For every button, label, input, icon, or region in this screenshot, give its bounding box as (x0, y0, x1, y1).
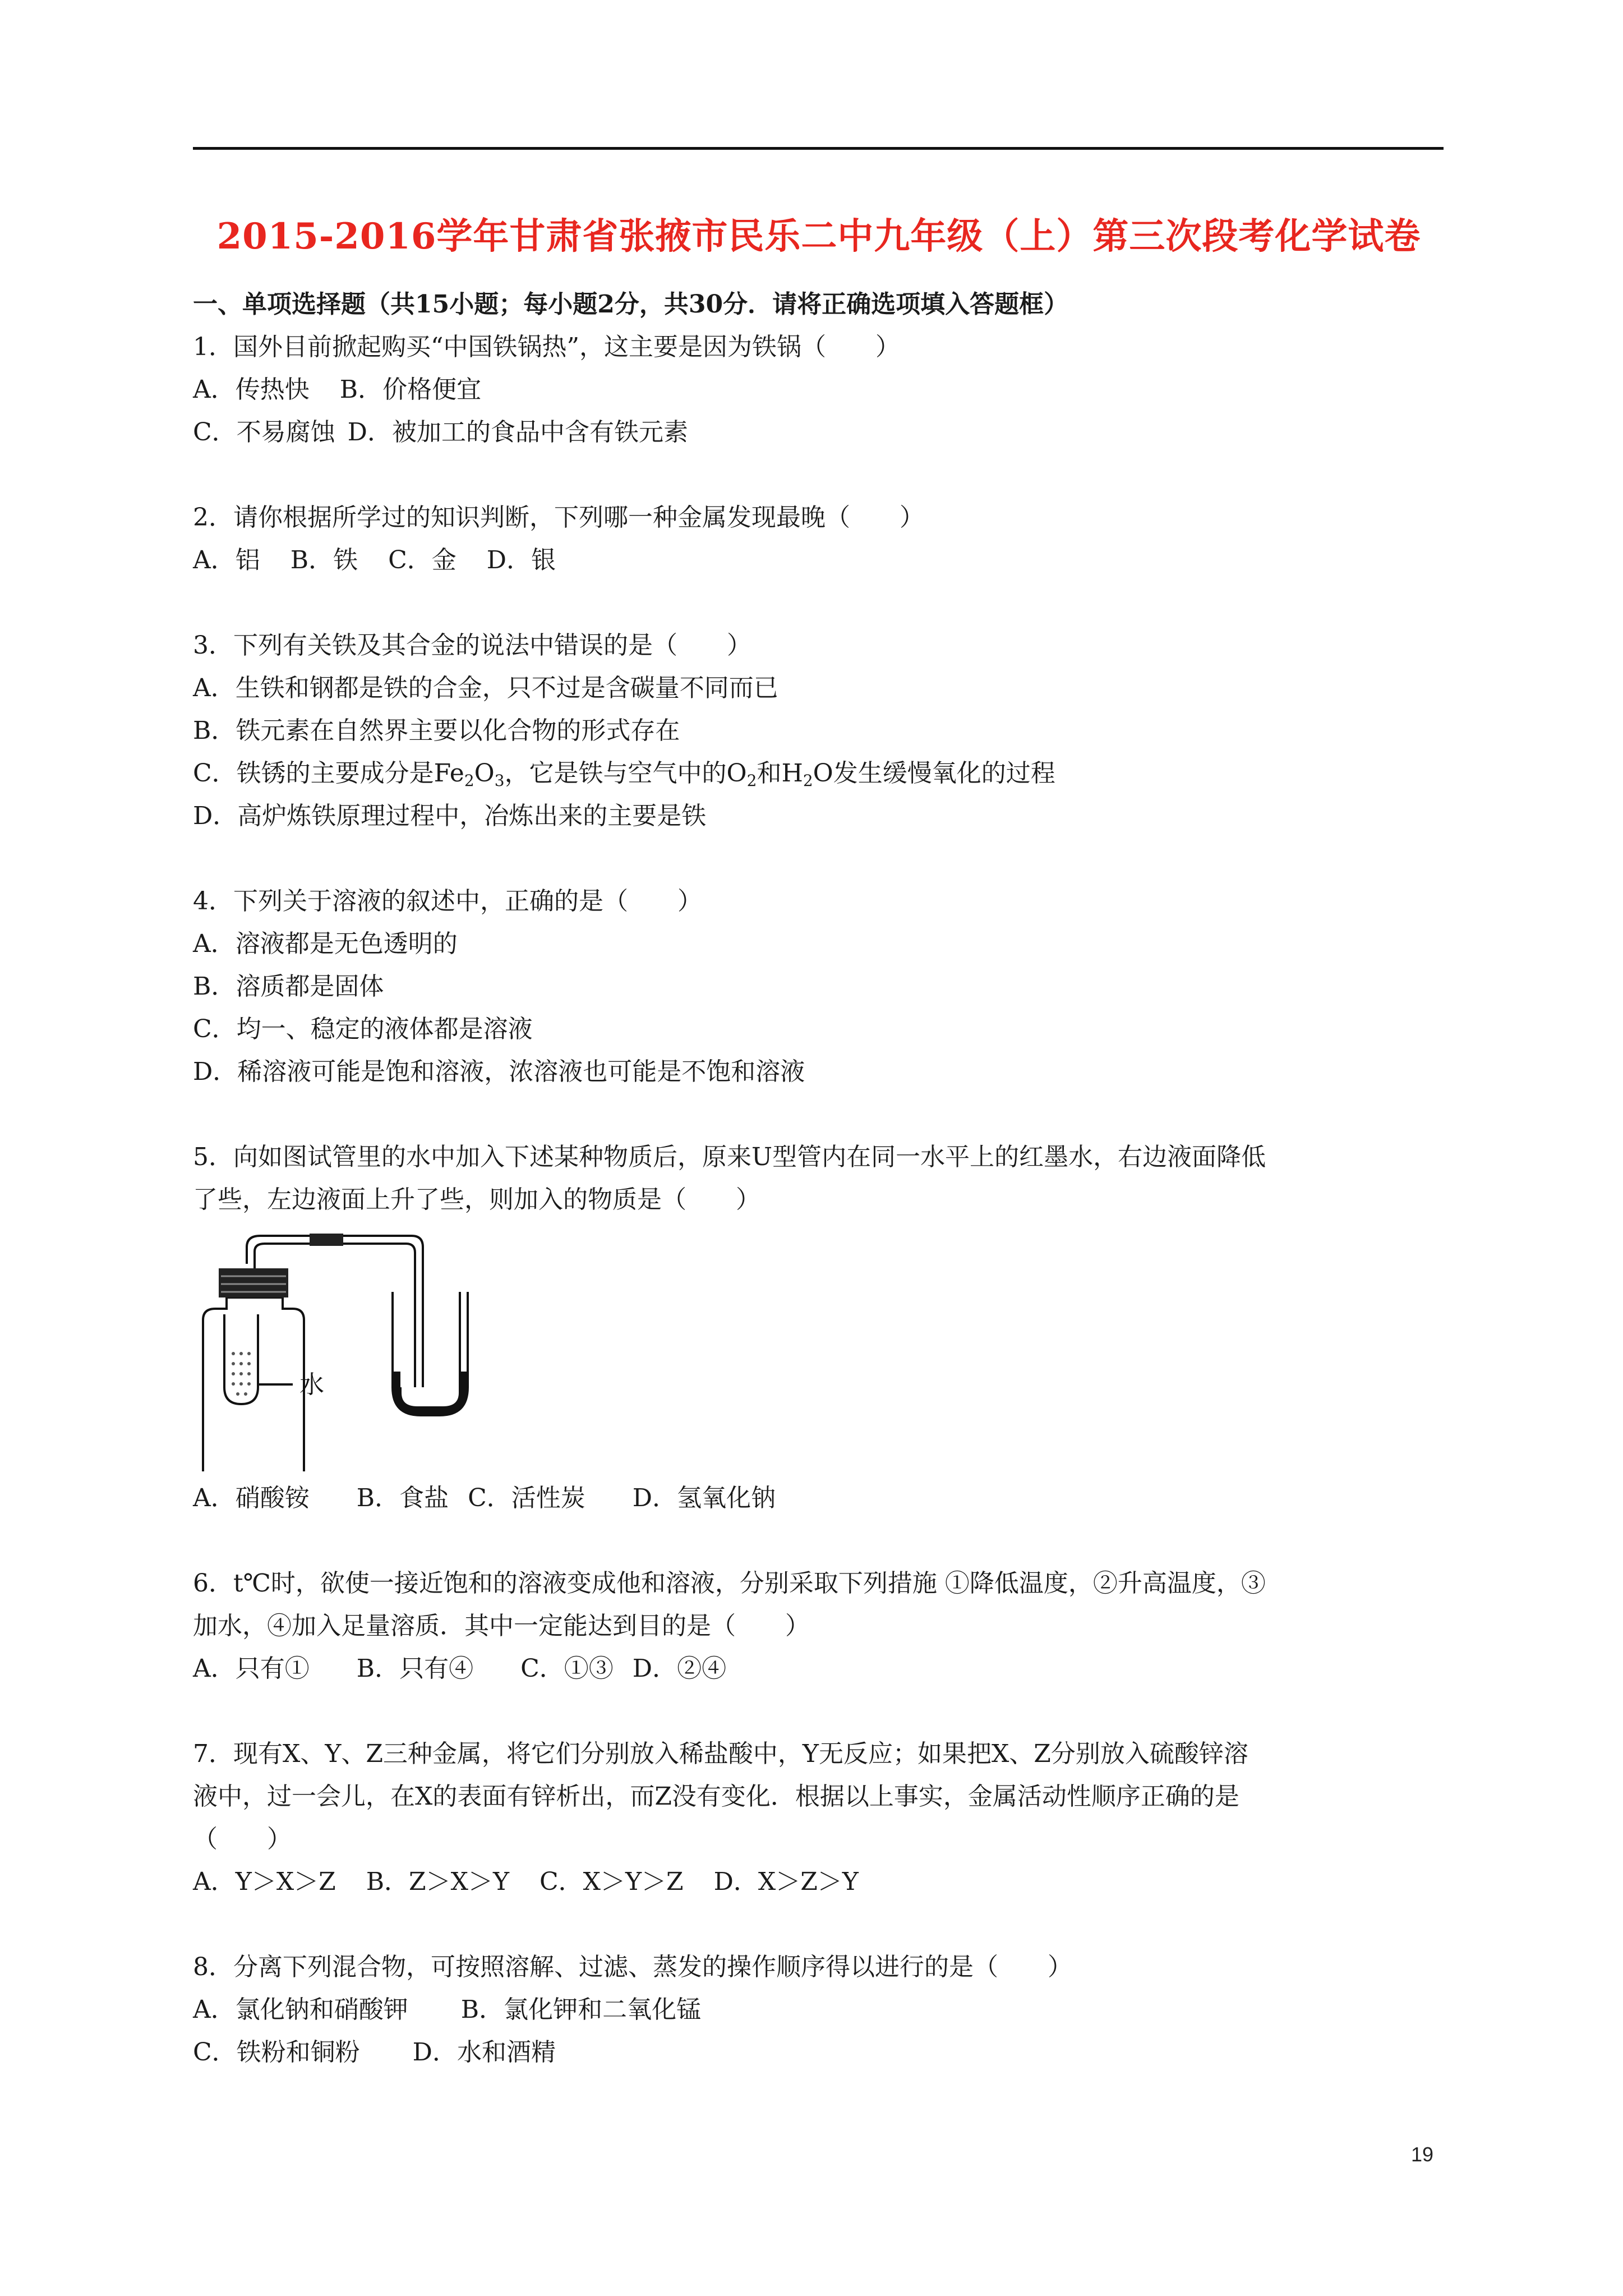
option-d: D．②④ (632, 1654, 727, 1683)
option-d: D．水和酒精 (412, 2038, 556, 2067)
option-c: C．金 (388, 546, 457, 574)
option-a: A．溶液都是无色透明的 (193, 930, 458, 958)
option-d: D．X＞Z＞Y (713, 1867, 859, 1896)
option-row (193, 1477, 1444, 1520)
option-d: D．稀溶液可能是饱和溶液，浓溶液也可能是不饱和溶液 (193, 1057, 805, 1086)
header-rule (193, 147, 1444, 150)
option-a: A．铝 (193, 546, 260, 574)
option-c: C．铁粉和铜粉 (193, 2038, 360, 2067)
question-stem: 4．下列关于溶液的叙述中，正确的是（ ） (193, 887, 702, 915)
question-8 (193, 1946, 1444, 2074)
question-7 (193, 1733, 1444, 1903)
spacer (193, 454, 1444, 496)
question-stem-line-3: （ ） (193, 1825, 292, 1853)
exam-content (193, 283, 1444, 2074)
option-a: A．硝酸铵 (193, 1484, 310, 1512)
question-2 (193, 496, 1444, 582)
spacer (193, 1903, 1444, 1946)
option-a: A．Y＞X＞Z (193, 1867, 336, 1896)
apparatus-figure (193, 1225, 507, 1471)
spacer (193, 1093, 1444, 1136)
spacer (193, 582, 1444, 624)
question-stem-line-1: 5．向如图试管里的水中加入下述某种物质后，原来U型管内在同一水平上的红墨水，右边液面降低 (193, 1143, 1266, 1171)
option-a: A．氯化钠和硝酸钾 (193, 1995, 408, 2024)
option-a: A．生铁和钢都是铁的合金，只不过是含碳量不同而已 (193, 674, 778, 702)
option-b: B．溶质都是固体 (193, 972, 384, 1001)
option-a: A．传热快 (193, 375, 310, 404)
option-d: D．氢氧化钠 (632, 1484, 776, 1512)
question-stem: 3．下列有关铁及其合金的说法中错误的是（ ） (193, 631, 751, 660)
option-b: B．铁元素在自然界主要以化合物的形式存在 (193, 716, 680, 745)
option-c: C．活性炭 (468, 1484, 585, 1512)
option-c: C．X＞Y＞Z (540, 1867, 684, 1896)
option-row (193, 2031, 1444, 2074)
question-stem-line-1: 7．现有X、Y、Z三种金属，将它们分别放入稀盐酸中，Y无反应；如果把X、Z分别放入硫酸锌溶 (193, 1740, 1248, 1768)
section-heading: 一、单项选择题（共15小题；每小题2分，共30分．请将正确选项填入答题框） (193, 290, 1069, 319)
spacer (193, 838, 1444, 880)
question-stem-line-2: 了些，左边液面上升了些，则加入的物质是（ ） (193, 1185, 760, 1214)
option-d: D．高炉炼铁原理过程中，冶炼出来的主要是铁 (193, 802, 707, 830)
question-stem: 1．国外目前掀起购买“中国铁锅热”，这主要是因为铁锅（ ） (193, 333, 900, 361)
question-stem: 2．请你根据所学过的知识判断，下列哪一种金属发现最晚（ ） (193, 503, 924, 532)
option-row (193, 539, 1444, 582)
question-stem-line-2: 液中，过一会儿，在X的表面有锌析出，而Z没有变化．根据以上事实，金属活动性顺序正确的是 (193, 1782, 1239, 1811)
option-b: B．只有④ (356, 1654, 474, 1683)
option-row (193, 1989, 1444, 2031)
option-c: C．①③ (520, 1654, 614, 1683)
option-row (193, 1648, 1444, 1690)
option-a: A．只有① (193, 1654, 310, 1683)
option-c: C．均一、稳定的液体都是溶液 (193, 1015, 533, 1043)
question-4 (193, 880, 1444, 1093)
u-tube-apparatus-diagram (193, 1225, 507, 1471)
option-row (193, 369, 1444, 411)
question-stem-line-1: 6．t℃时，欲使一接近饱和的溶液变成他和溶液，分别采取下列措施 ①降低温度，②升高温度，③ (193, 1569, 1266, 1598)
question-stem-line-2: 加水，④加入足量溶质．其中一定能达到目的是（ ） (193, 1612, 810, 1640)
question-6 (193, 1562, 1444, 1690)
exam-title: 2015-2016学年甘肃省张掖市民乐二中九年级（上）第三次段考化学试卷 (216, 215, 1421, 257)
page-number: 19 (1411, 2143, 1434, 2166)
spacer (193, 1690, 1444, 1733)
question-3 (193, 624, 1444, 838)
option-c: C．铁锈的主要成分是$Fe_2O_3$，它是铁与空气中的$O_2$和$H_2O$发生缓慢氧化的过程 (193, 759, 1055, 790)
question-1 (193, 326, 1444, 454)
option-row (193, 1861, 1444, 1903)
option-b: B．氯化钾和二氧化锰 (460, 1995, 702, 2024)
option-b: B．价格便宜 (339, 375, 482, 404)
option-b: B．食盐 (356, 1484, 449, 1512)
option-row (193, 411, 1444, 454)
option-b: B．铁 (290, 546, 358, 574)
question-stem: 8．分离下列混合物，可按照溶解、过滤、蒸发的操作顺序得以进行的是（ ） (193, 1953, 1072, 1981)
option-d: D．银 (486, 546, 556, 574)
spacer (193, 1520, 1444, 1562)
question-5 (193, 1136, 1444, 1520)
water-label: 水 (299, 1370, 324, 1399)
option-d: D．被加工的食品中含有铁元素 (347, 418, 688, 447)
option-c: C．不易腐蚀 (193, 418, 335, 447)
option-b: B．Z＞X＞Y (366, 1867, 509, 1896)
